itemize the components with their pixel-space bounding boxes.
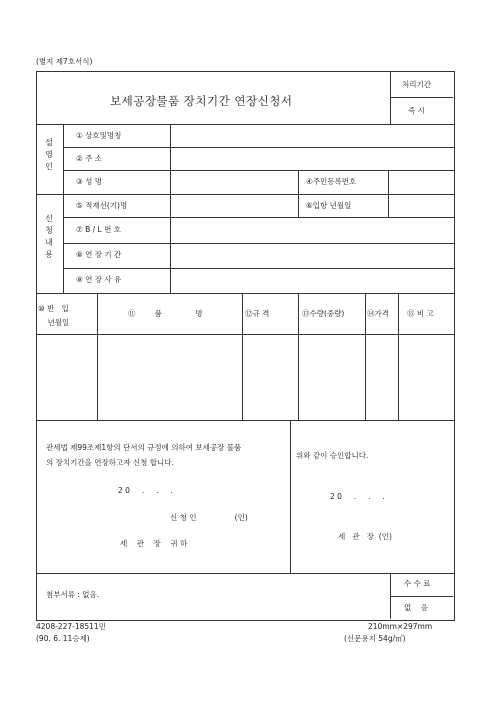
form-number: (별지 제7호서식)	[36, 57, 93, 66]
col-price: ⑭가격	[367, 309, 389, 318]
extension-period-label: ⑧ 연 장 기 간	[76, 250, 122, 259]
col-spec: ⑫규 격	[245, 309, 270, 318]
footer-code: 4208-227-18511민	[36, 622, 106, 631]
arrival-date-label: ⑥입항 년월일	[306, 201, 352, 210]
approval-signature: 세 관 장 (인)	[338, 532, 392, 541]
resident-number-label: ④주민등록번호	[306, 177, 357, 186]
col-remarks: ⑮ 비 고	[407, 309, 434, 318]
approval-text: 위와 같이 승인합니다.	[296, 451, 369, 460]
footer-paper-type: (신문용지 54g/㎡)	[344, 634, 406, 643]
application-section-label: 신 청 내 용	[45, 214, 53, 259]
vessel-name-label: ⑤ 적재선(기)명	[76, 201, 128, 210]
bl-number-label: ⑦ B / L 번 호	[76, 225, 121, 234]
applicant-section-label: 설 영 인	[45, 138, 53, 171]
attachments: 첨부서류 : 없음.	[46, 590, 100, 599]
col-import-date: ⑩ 반 입 년월일	[38, 304, 70, 327]
extension-reason-label: ⑨ 연 장 사 유	[76, 275, 122, 284]
fee-label: 수 수 료	[404, 579, 431, 588]
footer-paper-size: 210mm×297mm	[368, 622, 433, 631]
approval-date: 2 0 . . .	[330, 492, 385, 501]
addressee: 세 관 장 귀 하	[120, 539, 188, 548]
address-label: ② 주 소	[76, 154, 102, 163]
form-title: 보세공장물품 장치기간 연장신청서	[110, 94, 293, 108]
declaration-date: 2 0 . . .	[118, 486, 173, 495]
applicant-signature: 신 청 인 (인)	[170, 513, 248, 522]
name-label: ③ 성 명	[76, 177, 102, 186]
processing-period-value: 즉 시	[408, 106, 425, 115]
processing-period-label: 처리기간	[402, 80, 431, 89]
fee-value: 없 음	[404, 603, 429, 612]
col-quantity: ⑬수량(중량)	[302, 309, 345, 318]
declaration-text-line2: 의 장치기간을 연장하고자 신청 합니다.	[46, 458, 174, 467]
footer-approval-date: (90. 6. 11승제)	[36, 634, 90, 643]
col-item-name: ⑪ 품 명	[128, 309, 203, 318]
declaration-text-line1: 관세법 제99조제1항의 단서의 규정에 의하여 보세공장 물품	[46, 443, 242, 452]
company-name-label: ① 상호및명칭	[76, 131, 122, 140]
